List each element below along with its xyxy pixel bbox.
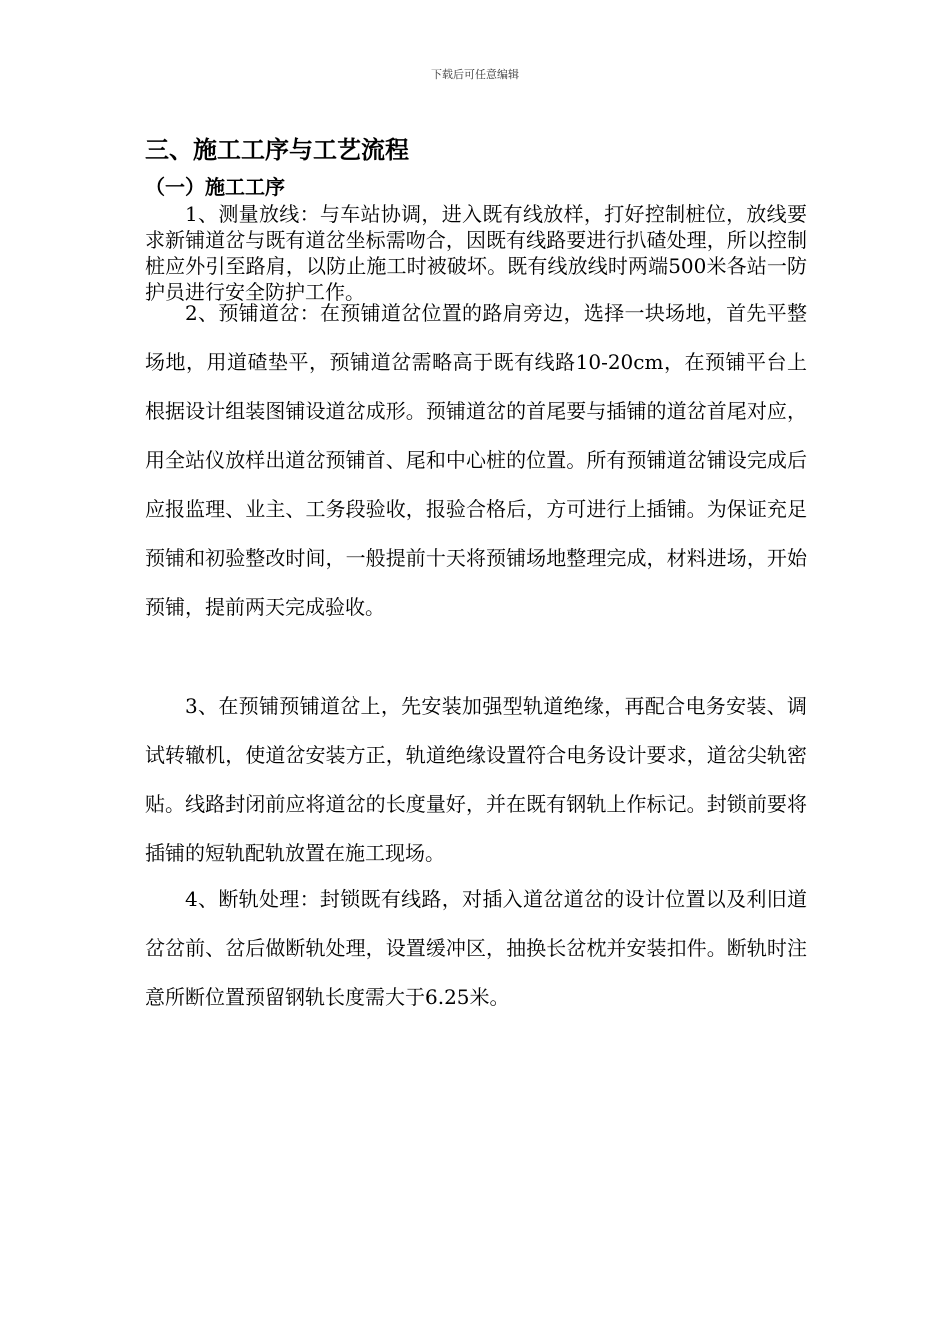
header-note: 下载后可任意编辑 [431,68,519,81]
paragraph-insulation-install: 3、在预铺预铺道岔上，先安装加强型轨道绝缘，再配合电务安装、调试转辙机，使道岔安装方正，轨道绝缘设置符合电务设计要求，道岔尖轨密贴。线路封闭前应将道岔的长度量好，并在既有钢轨上作标记。封锁前要将插铺的短轨配轨放置在施工现场。 [145,694,807,865]
paragraph-rail-cutting: 4、断轨处理：封锁既有线路，对插入道岔道岔的设计位置以及利旧道岔岔前、岔后做断轨处理，设置缓冲区，抽换长岔枕并安装扣件。断轨时注意所断位置预留钢轨长度需大于6.25米。 [145,887,807,1009]
paragraph-survey: 1、测量放线：与车站协调，进入既有线放样，打好控制桩位，放线要求新铺道岔与既有道岔坐标需吻合，因既有线路要进行扒碴处理，所以控制桩应外引至路肩，以防止施工时被破坏。既有线放线时两端500米各站一防护员进行安全防护工作。 [145,202,807,304]
subsection-title: （一）施工工序 [145,175,285,199]
section-title: 三、施工工序与工艺流程 [145,135,409,164]
paragraph-prelay-switch: 2、预铺道岔：在预铺道岔位置的路肩旁边，选择一块场地，首先平整场地，用道碴垫平，预铺道岔需略高于既有线路10-20cm，在预铺平台上根据设计组装图铺设道岔成形。预铺道岔的首尾要与插铺的道岔首尾对应，用全站仪放样出道岔预铺首、尾和中心桩的位置。所有预铺道岔铺设完成后应报监理、业主、工务段验收，报验合格后，方可进行上插铺。为保证充足预铺和初验整改时间，一般提前十天将预铺场地整理完成，材料进场，开始预铺，提前两天完成验收。 [145,301,807,619]
